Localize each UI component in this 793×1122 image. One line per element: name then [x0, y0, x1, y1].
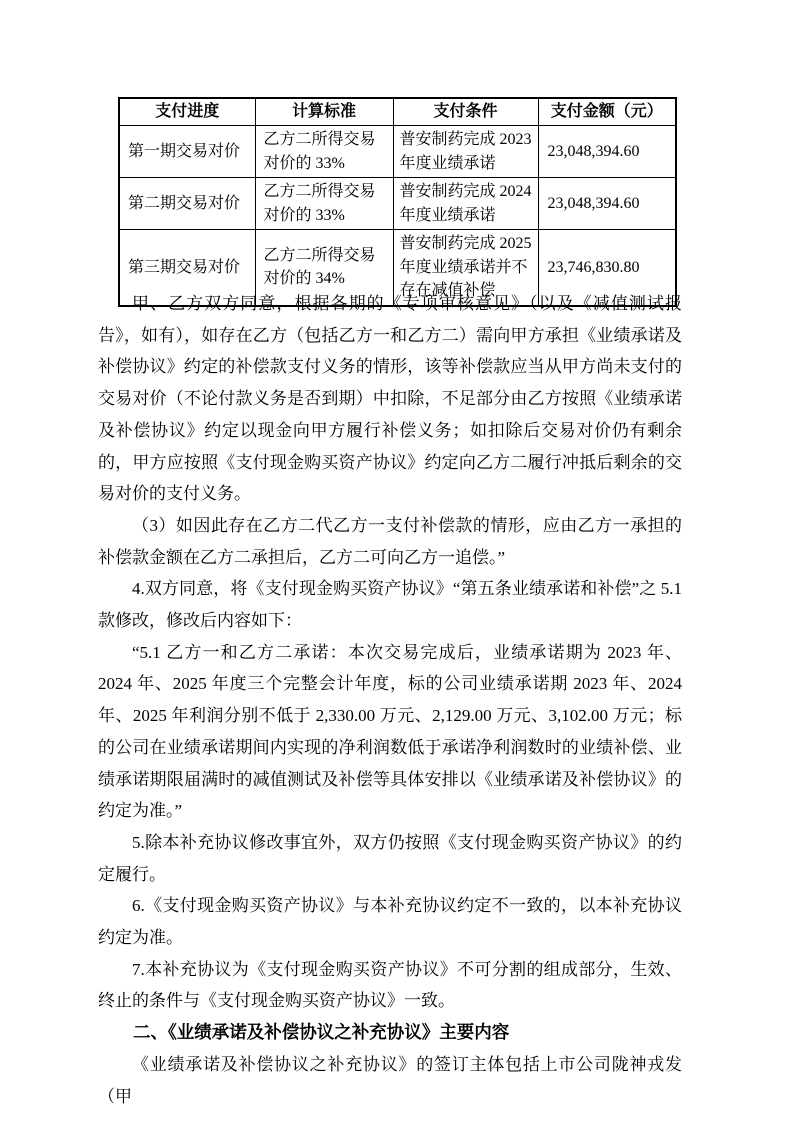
- cell-amount: 23,746,830.80: [538, 230, 676, 306]
- payment-schedule-table: [118, 97, 677, 307]
- cell-stage: 第一期交易对价: [119, 126, 255, 178]
- cell-standard: 乙方二所得交易对价的 33%: [255, 126, 393, 178]
- section-heading-supplementary-agreement: 二、《业绩承诺及补偿协议之补充协议》主要内容: [133, 1022, 510, 1043]
- header-calculation-standard: 计算标准: [255, 98, 393, 126]
- para-clause-4-amendment: 4.双方同意，将《支付现金购买资产协议》“第五条业绩承诺和补偿”之 5.1 款修改，修改后内容如下：: [98, 579, 682, 631]
- cell-amount: 23,048,394.60: [538, 126, 676, 178]
- para-signing-parties: 《业绩承诺及补偿协议之补充协议》的签订主体包括上市公司陇神戎发（甲: [98, 1054, 682, 1106]
- para-compensation-deduction: 甲、乙方双方同意，根据各期的《专项审核意见》（以及《减值测试报告》，如有），如存在乙方（包括乙方一和乙方二）需向甲方承担《业绩承诺及补偿协议》约定的补偿款支付义务的情形，该等补偿款应当从甲方尚未支付的交易对价（不论付款义务是否到期）中扣除，不足部分由乙方按照《业绩承诺及补偿协议》约定以现金向甲方履行补偿义务；如扣除后交易对价仍有剩余的，甲方应按照《支付现金购买资产协议》约定向乙方二履行冲抵后剩余的交易对价的支付义务。: [98, 294, 682, 504]
- cell-standard: 乙方二所得交易对价的 33%: [255, 178, 393, 230]
- header-payment-stage: 支付进度: [119, 98, 255, 126]
- cell-amount: 23,048,394.60: [538, 178, 676, 230]
- para-clause-5-performance: 5.除本补充协议修改事宜外，双方仍按照《支付现金购买资产协议》的约定履行。: [98, 832, 682, 884]
- cell-condition: 普安制药完成 2025 年度业绩承诺并不存在减值补偿: [393, 230, 538, 306]
- cell-stage: 第二期交易对价: [119, 178, 255, 230]
- cell-condition: 普安制药完成 2024 年度业绩承诺: [393, 178, 538, 230]
- cell-stage: 第三期交易对价: [119, 230, 255, 306]
- table-header-row: [119, 98, 676, 126]
- para-clause-7-integral-part: 7.本补充协议为《支付现金购买资产协议》不可分割的组成部分，生效、终止的条件与《支付现金购买资产协议》一致。: [98, 959, 682, 1011]
- para-clause-6-precedence: 6.《支付现金购买资产协议》与本补充协议约定不一致的，以本补充协议约定为准。: [98, 896, 682, 948]
- table-row-first-installment: [119, 126, 676, 178]
- para-clause-3-recourse: （3）如因此存在乙方二代乙方一支付补偿款的情形，应由乙方一承担的补偿款金额在乙方二承担后，乙方二可向乙方一追偿。”: [98, 515, 682, 567]
- table-row-second-installment: [119, 178, 676, 230]
- header-payment-amount: 支付金额（元）: [538, 98, 676, 126]
- cell-condition: 普安制药完成 2023 年度业绩承诺: [393, 126, 538, 178]
- document-body: [98, 288, 682, 1112]
- cell-standard: 乙方二所得交易对价的 34%: [255, 230, 393, 306]
- header-payment-condition: 支付条件: [393, 98, 538, 126]
- para-clause-5-1-commitment: “5.1 乙方一和乙方二承诺：本次交易完成后，业绩承诺期为 2023 年、2024 年、2025 年度三个完整会计年度，标的公司业绩承诺期 2023 年、2024 年、2025 年利润分别不低于 2,330.00 万元、2,129.00 万元、3,102.00 万元；标的公司在业绩承诺期间内实现的净利润数低于承诺净利润数时的业绩补偿、业绩承诺期限届满时的减值测试及补偿等具体安排以《业绩承诺及补偿协议》的约定为准。”: [98, 642, 682, 821]
